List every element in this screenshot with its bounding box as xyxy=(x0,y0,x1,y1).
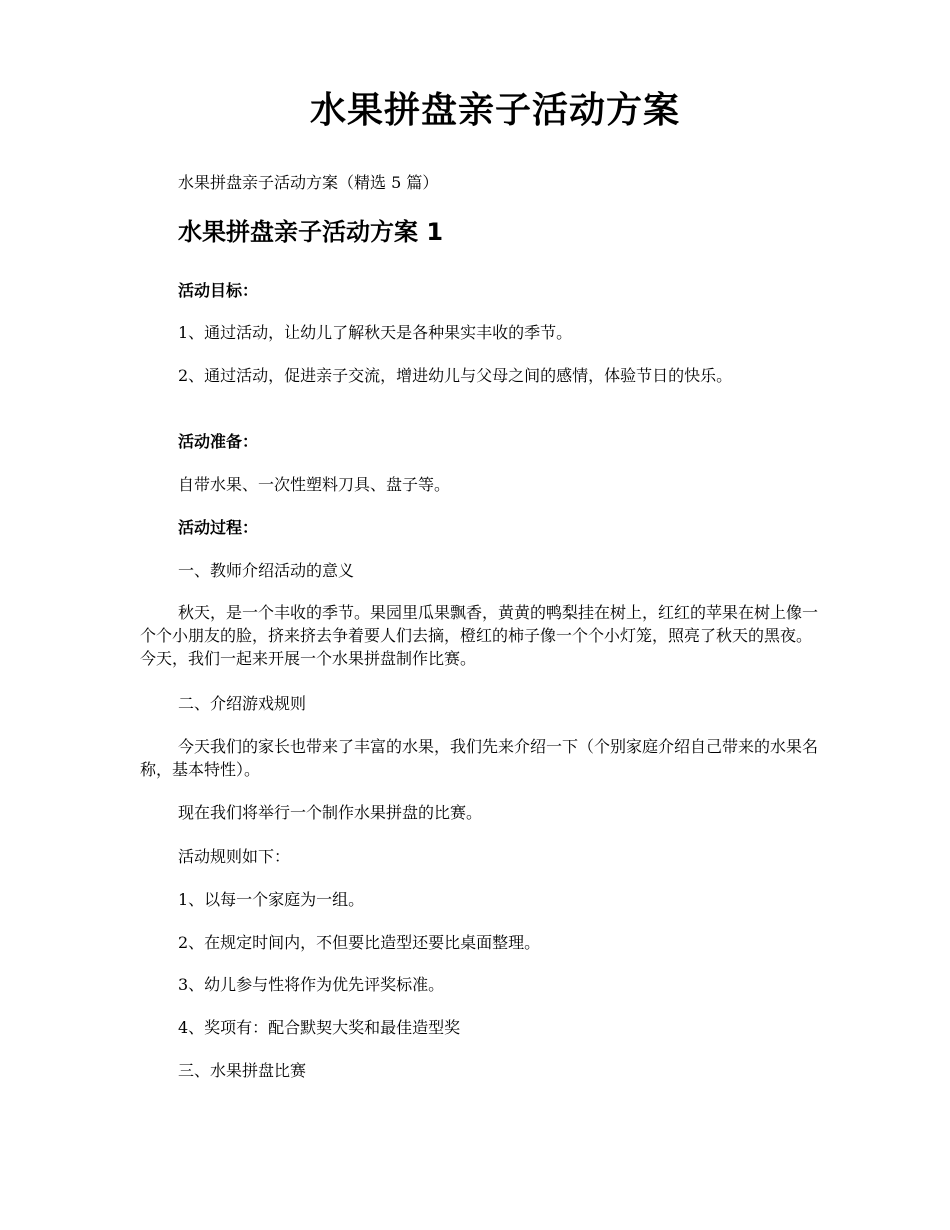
rule-item-4: 4、奖项有：配合默契大奖和最佳造型奖 xyxy=(178,1018,461,1037)
prep-text: 自带水果、一次性塑料刀具、盘子等。 xyxy=(178,475,451,494)
step-3-heading: 三、水果拼盘比赛 xyxy=(178,1061,307,1080)
prep-heading: 活动准备： xyxy=(178,432,259,451)
rule-item-1: 1、以每一个家庭为一组。 xyxy=(178,890,365,909)
step-2-heading: 二、介绍游戏规则 xyxy=(178,694,307,713)
step-1-heading: 一、教师介绍活动的意义 xyxy=(178,561,355,580)
step-2-text-b: 现在我们将举行一个制作水果拼盘的比赛。 xyxy=(178,803,483,822)
goal-item-1: 1、通过活动，让幼儿了解秋天是各种果实丰收的季节。 xyxy=(178,323,573,342)
goal-item-2: 2、通过活动，促进亲子交流，增进幼儿与父母之间的感情，体验节日的快乐。 xyxy=(178,366,733,385)
document-subtitle: 水果拼盘亲子活动方案（精选 5 篇） xyxy=(178,173,439,192)
step-2-text: 今天我们的家长也带来了丰富的水果，我们先来介绍一下（个别家庭介绍自己带来的水果名称，基本特性）。 xyxy=(140,737,819,779)
document-title: 水果拼盘亲子活动方案 xyxy=(309,90,680,131)
section-title: 水果拼盘亲子活动方案 1 xyxy=(178,218,444,246)
goal-heading: 活动目标： xyxy=(178,281,259,300)
step-1-text: 秋天，是一个丰收的季节。果园里瓜果飘香，黄黄的鸭梨挂在树上，红红的苹果在树上像一个个小朋友的脸，挤来挤去争着要人们去摘，橙红的柿子像一个个小灯笼，照亮了秋天的黑夜。今天，我们一起来开展一个水果拼盘制作比赛。 xyxy=(140,603,819,668)
rule-item-2: 2、在规定时间内，不但要比造型还要比桌面整理。 xyxy=(178,933,541,952)
rule-item-3: 3、幼儿参与性将作为优先评奖标准。 xyxy=(178,975,445,994)
rules-heading: 活动规则如下： xyxy=(178,847,291,866)
process-heading: 活动过程： xyxy=(178,518,259,537)
